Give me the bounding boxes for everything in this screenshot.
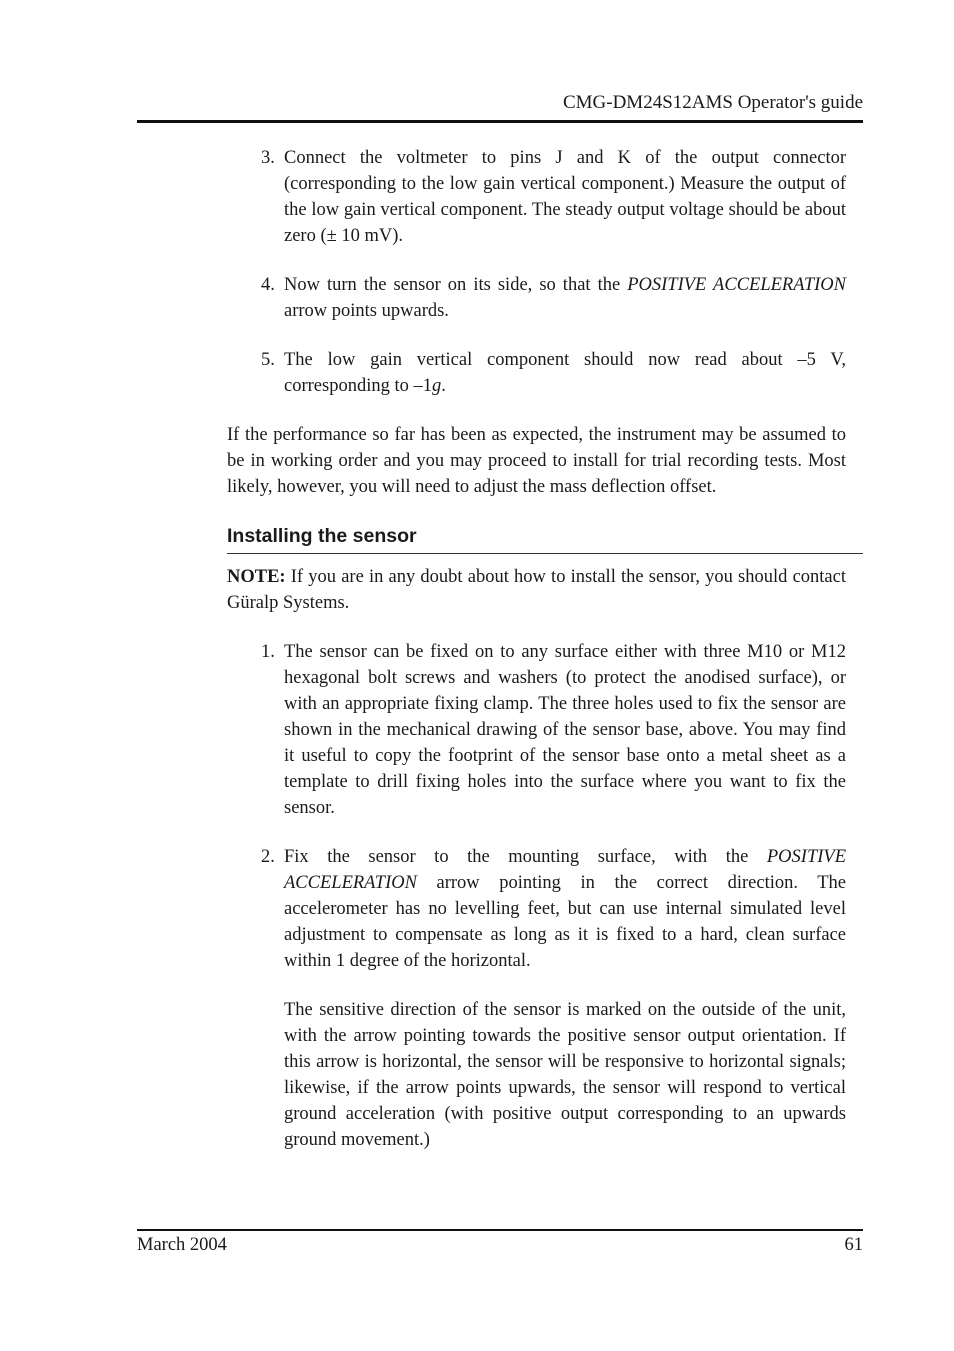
text-run: The low gain vertical component should now read about –5 V, corresponding to –1 (284, 350, 846, 396)
emphasis-text: POSITIVE ACCELERATION (284, 847, 846, 893)
text-run: Fix the sensor to the mounting surface, with the (284, 847, 767, 867)
list-item-text: The sensor can be fixed on to any surface either with three M10 or M12 hexagonal bolt screws and washers (to protect the anodised surface), or with an appropriate fixing clamp. The three holes used to fix the sensor are shown in the mechanical drawing of the sensor base, above. You may find it useful to copy the footprint of the sensor base onto a metal sheet as a template to drill fixing holes into the surface where you want to fix the sensor. (284, 642, 846, 818)
list-item-text (284, 272, 846, 324)
page-body (227, 145, 846, 1176)
emphasis-text: POSITIVE ACCELERATION (627, 275, 846, 295)
list-item-1 (227, 639, 846, 821)
running-header: CMG-DM24S12AMS Operator's guide (562, 92, 863, 113)
text-run: arrow points upwards. (284, 301, 449, 321)
text-run: . (441, 376, 446, 396)
section-heading: Installing the sensor (227, 523, 863, 554)
footer-date: March 2004 (137, 1235, 227, 1255)
text-run: arrow pointing in the correct direction. The accelerometer has no levelling feet, but can use internal simulated level adjustment to compensate as long as it is fixed to a hard, clean surface within 1 degree of the horizontal. (284, 873, 846, 971)
header-rule (137, 120, 863, 123)
emphasis-text: g (431, 376, 442, 396)
page-number: 61 (844, 1235, 863, 1255)
text-run: Now turn the sensor on its side, so that the (284, 275, 628, 295)
note-label: NOTE: (227, 567, 286, 587)
list-item-4 (227, 272, 846, 324)
footer-rule (137, 1229, 863, 1231)
list-item-3 (227, 145, 846, 249)
note-text: If you are in any doubt about how to install the sensor, you should contact Güralp Systems. (227, 567, 846, 613)
note-paragraph (227, 564, 846, 616)
list-item-5 (227, 347, 846, 399)
list-number: 2. (261, 847, 275, 867)
list-item-continuation: The sensitive direction of the sensor is marked on the outside of the unit, with the arrow pointing towards the positive sensor output orientation. If this arrow is horizontal, the sensor will be responsive to horizontal signals; likewise, if the arrow points upwards, the sensor will respond to vertical ground acceleration (with positive output corresponding to an upwards ground movement.) (284, 1000, 846, 1150)
list-item-text (284, 844, 846, 974)
list-item-2 (227, 844, 846, 1153)
list-number: 1. (261, 642, 275, 662)
list-item-text (284, 347, 846, 399)
list-number: 5. (261, 350, 275, 370)
list-item-text: Connect the voltmeter to pins J and K of the output connector (corresponding to the low gain vertical component.) Measure the output of the low gain vertical component. The steady output voltage should be about zero (± 10 mV). (284, 148, 846, 246)
list-number: 4. (261, 275, 275, 295)
body-paragraph: If the performance so far has been as expected, the instrument may be assumed to be in working order and you may proceed to install for trial recording tests. Most likely, however, you will need to adjust the mass deflection offset. (227, 425, 846, 497)
list-number: 3. (261, 148, 275, 168)
